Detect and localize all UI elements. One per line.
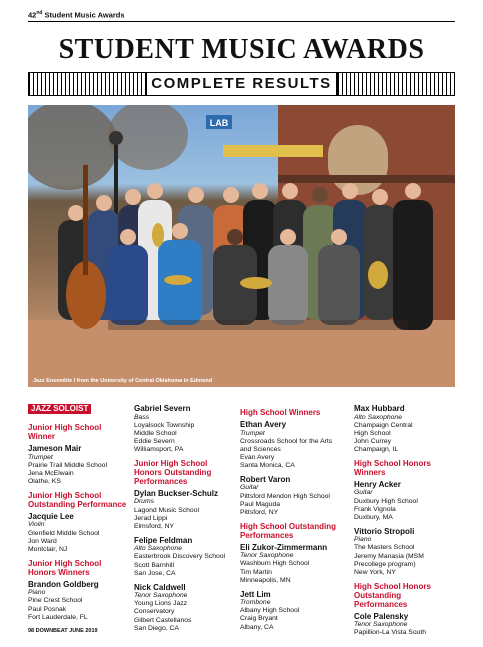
results-column-4 xyxy=(354,404,456,643)
instrument: Tenor Saxophone xyxy=(134,592,188,600)
instrument: Alto Saxophone xyxy=(134,545,182,553)
location: New York, NY xyxy=(354,568,396,576)
result-entry xyxy=(354,612,456,638)
section-heading: Junior High School Outstanding Performance xyxy=(28,490,127,509)
student-name: Henry Acker xyxy=(354,479,401,489)
instrument: Tenor Saxophone xyxy=(240,552,294,560)
category-label: JAZZ SOLOIST xyxy=(28,404,91,414)
result-entry xyxy=(28,580,128,622)
teacher: Paul Posnak xyxy=(28,605,67,613)
student-name: Jett Lim xyxy=(240,589,271,599)
teacher: Evan Avery xyxy=(240,453,275,461)
instrument: Bass xyxy=(134,413,150,421)
section-heading: High School Outstanding Performances xyxy=(240,521,336,540)
school: Champaign Central xyxy=(354,421,413,429)
instrument: Piano xyxy=(28,589,46,597)
section-heading: Junior High School Winner xyxy=(28,423,102,442)
school: Conservatory xyxy=(134,608,175,616)
section-heading: High School Honors Outstanding Performances xyxy=(354,581,431,609)
top-rule xyxy=(28,21,455,22)
location: Olathe, KS xyxy=(28,477,61,485)
student-name: Max Hubbard xyxy=(354,404,405,413)
school: Lagond Music School xyxy=(134,506,199,514)
results-column-1 xyxy=(28,404,128,627)
location: Fort Lauderdale, FL xyxy=(28,613,88,621)
section-heading: High School Winners xyxy=(240,408,321,417)
location: Champaign, IL xyxy=(354,445,399,453)
student-name: Felipe Feldman xyxy=(134,535,193,545)
instrument: Piano xyxy=(354,536,372,544)
location: Elmsford, NY xyxy=(134,522,175,530)
photo-illustration xyxy=(28,105,455,387)
teacher: Frank Vignola xyxy=(354,505,396,513)
instrument: Trumpet xyxy=(240,429,265,437)
running-header: 42nd Student Music Awards xyxy=(28,10,125,20)
page-footer: 98 DOWNBEAT JUNE 2019 xyxy=(28,628,98,634)
results-column-2 xyxy=(134,404,234,638)
result-entry xyxy=(134,583,234,633)
teacher: Jerad Lippi xyxy=(134,514,168,522)
student-name: Cole Palensky xyxy=(354,611,409,621)
school: Loyalsock Township xyxy=(134,421,195,429)
location: San Jose, CA xyxy=(134,569,176,577)
school: Easterbrook Discovery School xyxy=(134,553,226,561)
school: and Sciences xyxy=(240,445,281,453)
ensemble-photo xyxy=(28,105,455,387)
student-name: Vittorio Stropoli xyxy=(354,526,415,536)
teacher: Gilbert Castellanos xyxy=(134,616,192,624)
result-entry xyxy=(240,590,350,632)
student-name: Eli Zukor-Zimmermann xyxy=(240,542,328,552)
subtitle-bar xyxy=(28,72,455,96)
instrument: Trombone xyxy=(240,599,271,607)
teacher: Scott Barnhill xyxy=(134,561,175,569)
location: Albany, CA xyxy=(240,623,274,631)
student-name: Nick Caldwell xyxy=(134,582,186,592)
school: Albany High School xyxy=(240,607,300,615)
location: Minneapolis, MN xyxy=(240,576,291,584)
hatch-right xyxy=(337,72,455,96)
hatch-left xyxy=(28,72,146,96)
result-entry xyxy=(134,489,234,531)
teacher: Jon Ward xyxy=(28,537,57,545)
location: Pittsford, NY xyxy=(240,508,279,516)
student-name: Jameson Mair xyxy=(28,444,82,454)
location: Williamsport, PA xyxy=(134,445,184,453)
page-subtitle: COMPLETE RESULTS xyxy=(146,72,337,96)
student-name: Dylan Buckser-Schulz xyxy=(134,488,219,498)
teacher: Jena McElwain xyxy=(28,469,74,477)
teacher: Eddie Severn xyxy=(134,437,175,445)
results-column-3 xyxy=(240,404,350,637)
instrument: Tenor Saxophone xyxy=(354,621,408,629)
school: Pine Crest School xyxy=(28,597,83,605)
school: Pittsford Mendon High School xyxy=(240,492,330,500)
school: Prairie Trail Middle School xyxy=(28,461,107,469)
school: Duxbury High School xyxy=(354,497,418,505)
school: Young Lions Jazz xyxy=(134,600,188,608)
teacher: Tim Martin xyxy=(240,568,272,576)
photo-caption: Jazz Ensemble I from the University of Central Oklahoma in Edmond xyxy=(33,378,213,384)
instrument: Guitar xyxy=(240,484,259,492)
school: Glenfield Middle School xyxy=(28,529,100,537)
result-entry xyxy=(134,536,234,578)
result-entry xyxy=(354,527,456,577)
lab-sign: LAB xyxy=(209,118,229,128)
location: Duxbury, MA xyxy=(354,513,393,521)
section-heading: Junior High School Honors Winners xyxy=(28,558,102,577)
teacher: Jeremy Manasia (MSM xyxy=(354,552,424,560)
result-entry xyxy=(240,420,350,470)
result-entry xyxy=(134,404,234,454)
student-name: Gabriel Severn xyxy=(134,404,191,413)
page-title: STUDENT MUSIC AWARDS xyxy=(58,34,425,65)
result-entry xyxy=(240,543,350,585)
school: Washburn High School xyxy=(240,560,310,568)
instrument: Violin xyxy=(28,521,45,529)
school: Middle School xyxy=(134,429,177,437)
result-entry xyxy=(28,444,128,486)
student-name: Jacquie Lee xyxy=(28,511,74,521)
school: High School xyxy=(354,429,391,437)
instrument: Trumpet xyxy=(28,453,53,461)
section-heading: Junior High School Honors Outstanding Performances xyxy=(134,458,212,486)
teacher: Precollege program) xyxy=(354,560,416,568)
school: Crossroads School for the Arts xyxy=(240,437,333,445)
student-name: Ethan Avery xyxy=(240,420,287,429)
student-name: Robert Varon xyxy=(240,474,291,484)
teacher: Craig Bryant xyxy=(240,615,278,623)
instrument: Drums xyxy=(134,498,155,506)
result-entry xyxy=(240,475,350,517)
teacher: John Currey xyxy=(354,437,392,445)
school: Papillion-La Vista South xyxy=(354,629,427,637)
instrument: Alto Saxophone xyxy=(354,413,402,421)
school: The Masters School xyxy=(354,544,415,552)
location: Montclair, NJ xyxy=(28,545,68,553)
section-heading: High School Honors Winners xyxy=(354,458,431,477)
result-entry xyxy=(28,512,128,554)
student-name: Brandon Goldberg xyxy=(28,579,99,589)
result-entry xyxy=(354,480,456,522)
result-entry xyxy=(354,404,456,454)
instrument: Guitar xyxy=(354,489,373,497)
teacher: Paul Maguda xyxy=(240,500,281,508)
location: San Diego, CA xyxy=(134,624,179,632)
location: Santa Monica, CA xyxy=(240,461,295,469)
